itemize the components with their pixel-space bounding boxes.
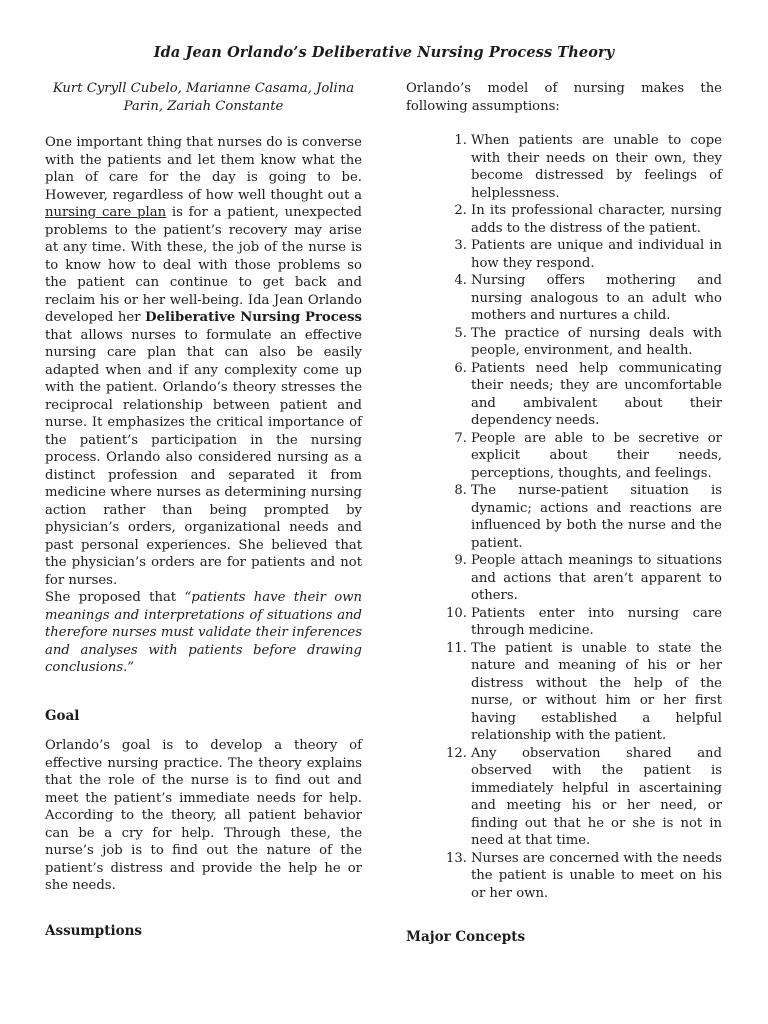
nursing-care-plan-link[interactable]: nursing care plan (45, 205, 167, 220)
list-item (406, 605, 722, 640)
list-item (406, 482, 722, 552)
list-item-text: Any observation shared and observed with the patient is immediately helpful in ascertaining and meeting his or her need, or finding out that he or she is not in need at that time. (471, 745, 722, 848)
orlando-quote: “patients have their own meanings and interpretations of situations and therefore nurses must validate their inferences and analyses with patients before drawing conclusions.” (45, 590, 362, 675)
list-item-text: The practice of nursing deals with people, environment, and health. (471, 325, 722, 358)
list-item (406, 745, 722, 850)
assumptions-list (406, 132, 722, 902)
list-item-text: People are able to be secretive or explicit about their needs, perceptions, thoughts, and feelings. (471, 430, 722, 481)
list-item (406, 202, 722, 237)
list-item (406, 850, 722, 903)
goal-paragraph: Orlando’s goal is to develop a theory of effective nursing practice. The theory explains that the role of the nurse is to find out and meet the patient’s immediate needs for help. According to the theory, all patient behavior can be a cry for help. Through these, the nurse’s job is to find out the nature of the patient’s distress and provide the help he or she needs. (45, 738, 362, 893)
list-item-number: 6. (454, 360, 467, 376)
list-item-text: Patients enter into nursing care through medicine. (471, 605, 722, 638)
list-item-text: Nursing offers mothering and nursing analogous to an adult who mothers and nurtures a child. (471, 273, 722, 323)
intro-text-c: that allows nurses to formulate an effective nursing care plan that can also be easily adapted when and if any complexity come up with the patient. Orlando’s theory stresses the reciprocal relationship between patient and nurse. It emphasizes the critical importance of the patient’s participation in the nursing process. Orlando also considered nursing as a distinct profession and separated it from medicine where nurses as determining nursing action rather than being prompted by physician’s orders, organizational needs and past personal experiences. She believed that the physician’s orders are for patients and not for nurses. (45, 327, 362, 588)
quote-paragraph (45, 589, 362, 677)
list-item-number: 9. (454, 553, 467, 568)
list-item (406, 237, 722, 272)
list-item (406, 640, 722, 745)
intro-text-a: One important thing that nurses do is converse with the patients and let them know what the plan of care for the day is going to be. However, regardless of how well thought out a (45, 135, 362, 203)
list-item (406, 325, 722, 360)
list-item-text: In its professional character, nursing adds to the distress of the patient. (471, 203, 722, 236)
assumptions-intro: Orlando’s model of nursing makes the following assumptions: (406, 81, 722, 114)
list-item-text: People attach meanings to situations and actions that aren’t apparent to others. (471, 553, 722, 603)
list-item-number: 1. (454, 133, 467, 148)
list-item-number: 2. (454, 203, 467, 218)
list-item-text: Nurses are concerned with the needs the patient is unable to meet on his or her own. (471, 850, 722, 901)
list-item (406, 360, 722, 430)
deliberative-nursing-process-term: Deliberative Nursing Process (145, 310, 362, 325)
authors: Kurt Cyryll Cubelo, Marianne Casama, Jolina Parin, Zariah Constante (52, 81, 355, 114)
list-item-number: 11. (446, 640, 467, 656)
intro-text-b: is for a patient, unexpected problems to the patient’s recovery may arise at any time. With these, the job of the nurse is to know how to deal with those problems so the patient can continue to get back and reclaim his or her well-being. Ida Jean Orlando developed her (45, 205, 363, 325)
list-item-number: 8. (454, 483, 467, 498)
list-item-number: 10. (446, 605, 467, 621)
list-item-number: 13. (446, 850, 467, 866)
left-column (45, 80, 362, 940)
list-item (406, 552, 722, 605)
list-item (406, 132, 722, 202)
list-item (406, 272, 722, 325)
quote-lead: She proposed that (45, 590, 185, 605)
list-item-number: 12. (446, 745, 467, 761)
intro-paragraph (45, 134, 362, 589)
list-item-number: 5. (454, 325, 467, 341)
list-item-text: Patients need help communicating their needs; they are uncomfortable and ambivalent about their dependency needs. (471, 360, 722, 428)
list-item-number: 3. (454, 238, 467, 253)
list-item-number: 4. (454, 273, 467, 288)
list-item-text: The patient is unable to state the nature and meaning of his or her distress without the help of the nurse, or without him or her first having established a helpful relationship with the patient. (471, 640, 722, 743)
list-item-text: When patients are unable to cope with their needs on their own, they become distressed by feelings of helplessness. (471, 133, 722, 201)
goal-heading: Goal (45, 707, 80, 724)
list-item-number: 7. (454, 430, 467, 446)
major-concepts-heading: Major Concepts (406, 929, 526, 945)
list-item-text: The nurse-patient situation is dynamic; actions and reactions are influenced by both the nurse and the patient. (471, 483, 722, 551)
list-item (406, 430, 722, 483)
assumptions-heading: Assumptions (45, 922, 142, 939)
right-column (406, 80, 722, 947)
list-item-text: Patients are unique and individual in how they respond. (471, 238, 722, 271)
document-title: Ida Jean Orlando’s Deliberative Nursing Process Theory (153, 44, 615, 61)
